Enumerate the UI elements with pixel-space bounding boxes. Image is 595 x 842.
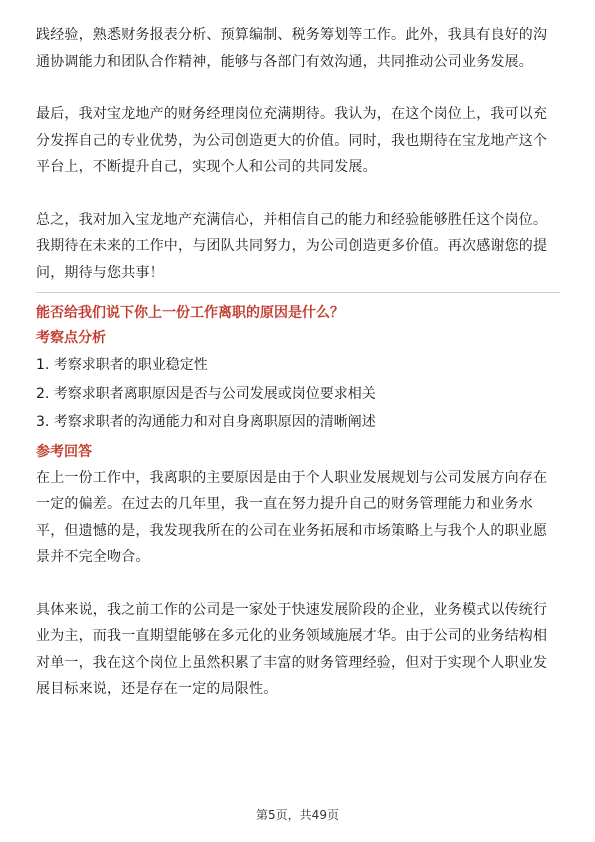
paragraph-conclusion: 总之，我对加入宝龙地产充满信心，并相信自己的能力和经验能够胜任这个岗位。 我期待在未来的工作中，与团队共同努力，为公司创造更多价值。再次感谢您的提 问，期待与您共事！ bbox=[36, 211, 548, 281]
paragraph-gap bbox=[36, 181, 560, 207]
paragraph-gap bbox=[36, 75, 560, 101]
paragraph-experience: 践经验，熟悉财务报表分析、预算编制、税务筹划等工作。此外，我具有良好的沟 通协调能力和团队合作精神，能够与各部门有效沟通，共同推动公司业务发展。 bbox=[36, 27, 548, 70]
analysis-item: 1. 考察求职者的职业稳定性 bbox=[36, 357, 208, 373]
answer-heading: 参考回答 bbox=[36, 443, 92, 460]
analysis-list bbox=[36, 351, 560, 437]
answer-paragraph: 在上一份工作中，我离职的主要原因是由于个人职业发展规划与公司发展方向存在 一定的偏差。在过去的几年里，我一直在努力提升自己的财务管理能力和业务水 平，但遗憾的是，我发现我所在的公司在业务拓展和市场策略上与我个人的职业愿 景并不完全吻合。 bbox=[36, 469, 548, 565]
analysis-item: 2. 考察求职者离职原因是否与公司发展或岗位要求相关 bbox=[36, 385, 376, 402]
page-content bbox=[36, 22, 560, 703]
question-heading: 能否给我们说下你上一份工作离职的原因是什么？ bbox=[36, 305, 344, 321]
analysis-item: 3. 考察求职者的沟通能力和对自身离职原因的清晰阐述 bbox=[36, 414, 376, 430]
paragraph-expectation: 最后，我对宝龙地产的财务经理岗位充满期待。我认为，在这个岗位上，我可以充 分发挥自己的专业优势，为公司创造更大的价值。同时，我也期待在宝龙地产这个 平台上，不断提升自己，实现个人和公司的共同发展。 bbox=[36, 106, 548, 175]
section-divider bbox=[36, 292, 560, 293]
analysis-heading: 考察点分析 bbox=[36, 330, 106, 346]
page-number: 第5页，共49页 bbox=[256, 808, 339, 822]
paragraph-gap bbox=[36, 571, 560, 597]
answer-paragraph: 具体来说，我之前工作的公司是一家处于快速发展阶段的企业，业务模式以传统行 业为主，而我一直期望能够在多元化的业务领域施展才华。由于公司的业务结构相 对单一，我在这个岗位上虽然积累了丰富的财务管理经验，但对于实现个人职业发 展目标来说，还是存在一定的局限性。 bbox=[36, 601, 548, 697]
